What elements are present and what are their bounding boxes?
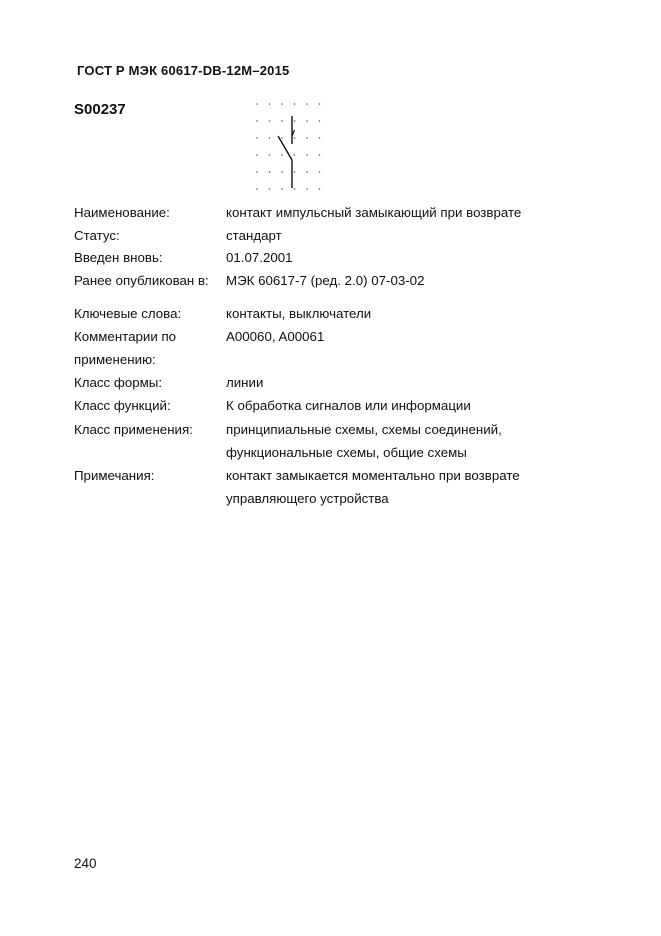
grid-dot	[294, 154, 296, 156]
field-value: МЭК 60617-7 (ред. 2.0) 07-03-02	[226, 273, 425, 288]
field-value: линии	[226, 375, 264, 390]
grid-dot	[319, 137, 321, 139]
field-value: A00060, A00061	[226, 329, 325, 344]
impulse-make-contact-symbol-icon	[250, 96, 326, 194]
grid-dot	[269, 137, 271, 139]
page-number: 240	[74, 856, 97, 871]
grid-dot	[256, 171, 258, 173]
grid-dot	[281, 103, 283, 105]
grid-dot	[294, 103, 296, 105]
grid-dot	[256, 120, 258, 122]
field-value: функциональные схемы, общие схемы	[226, 445, 467, 460]
grid-dot	[269, 154, 271, 156]
grid-dot	[306, 188, 308, 190]
grid-dot	[269, 120, 271, 122]
field-label: применению:	[74, 352, 156, 367]
grid-dot	[269, 171, 271, 173]
field-value: контакт замыкается моментально при возврате	[226, 468, 520, 483]
grid-dot	[319, 154, 321, 156]
document-header: ГОСТ Р МЭК 60617-DB-12M–2015	[77, 63, 290, 78]
grid-dot	[294, 137, 296, 139]
grid-dot	[294, 171, 296, 173]
grid-dot	[319, 103, 321, 105]
grid-dot	[306, 103, 308, 105]
field-value: стандарт	[226, 228, 282, 243]
grid-dot	[319, 188, 321, 190]
field-label: Наименование:	[74, 205, 170, 220]
field-label: Примечания:	[74, 468, 155, 483]
field-value: контакты, выключатели	[226, 306, 372, 321]
field-label: Комментарии по	[74, 329, 177, 344]
field-label: Ключевые слова:	[74, 306, 182, 321]
grid-dot	[306, 154, 308, 156]
field-label: Введен вновь:	[74, 250, 163, 265]
field-value: К обработка сигналов или информации	[226, 398, 471, 413]
grid-dot	[306, 137, 308, 139]
field-label: Ранее опубликован в:	[74, 273, 209, 288]
grid-dot	[319, 171, 321, 173]
grid-dot	[256, 154, 258, 156]
grid-dot	[281, 188, 283, 190]
field-value: управляющего устройства	[226, 491, 389, 506]
grid-dot	[294, 188, 296, 190]
grid-dot	[269, 103, 271, 105]
field-label: Класс функций:	[74, 398, 171, 413]
grid-dot	[269, 188, 271, 190]
field-value: 01.07.2001	[226, 250, 293, 265]
field-label: Класс формы:	[74, 375, 163, 390]
grid-dot	[281, 120, 283, 122]
field-value: контакт импульсный замыкающий при возврате	[226, 205, 522, 220]
grid-dot	[256, 103, 258, 105]
grid-dot	[256, 137, 258, 139]
grid-dot	[281, 154, 283, 156]
grid-dot	[294, 120, 296, 122]
symbol-code: S00237	[74, 101, 126, 118]
field-label: Класс применения:	[74, 422, 193, 437]
grid-dot	[319, 120, 321, 122]
grid-dot	[281, 171, 283, 173]
grid-dot	[306, 120, 308, 122]
grid-dot	[281, 137, 283, 139]
field-value: принципиальные схемы, схемы соединений,	[226, 422, 502, 437]
grid-dot	[256, 188, 258, 190]
field-label: Статус:	[74, 228, 120, 243]
grid-dot	[306, 171, 308, 173]
